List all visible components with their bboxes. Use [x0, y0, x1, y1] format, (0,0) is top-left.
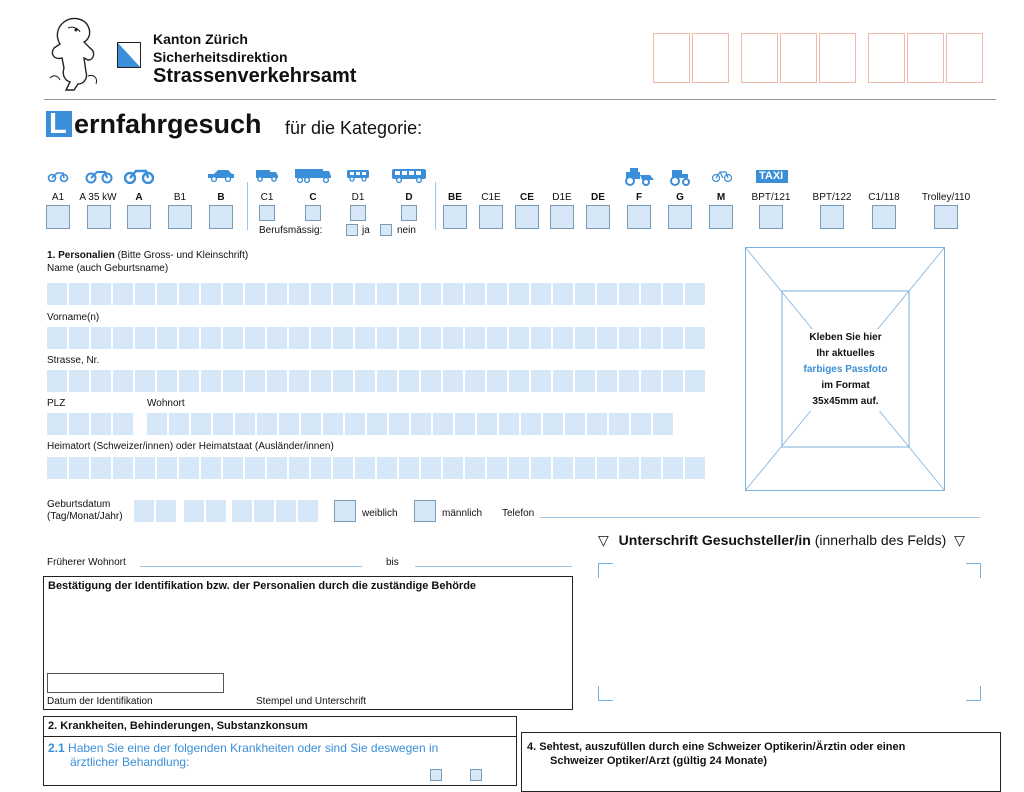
category-label-c1e: C1E [481, 192, 501, 203]
char-cell[interactable] [531, 283, 551, 305]
char-cell[interactable] [465, 370, 485, 392]
category-checkbox-bpt122[interactable] [820, 205, 844, 229]
telefon-label: Telefon [502, 508, 535, 519]
char-cell[interactable] [487, 283, 507, 305]
char-cell[interactable] [377, 370, 397, 392]
geburtsdatum-format: (Tag/Monat/Jahr) [47, 511, 123, 522]
char-cell[interactable] [157, 327, 177, 349]
reference-box[interactable] [692, 33, 729, 83]
taxi-sign [756, 170, 788, 183]
title-initial-badge [46, 108, 72, 140]
category-checkbox-ce[interactable] [515, 205, 539, 229]
char-cell[interactable] [91, 283, 111, 305]
weiblich-checkbox[interactable] [334, 500, 356, 522]
category-label-m: M [716, 192, 726, 203]
bus-icon [390, 168, 428, 184]
char-cell[interactable] [509, 283, 529, 305]
char-cell[interactable] [619, 327, 639, 349]
category-label-c1: C1 [260, 192, 274, 203]
char-cell[interactable] [641, 327, 661, 349]
char-cell[interactable] [553, 283, 573, 305]
char-cell[interactable] [355, 283, 375, 305]
category-checkbox-d[interactable] [401, 205, 417, 221]
char-cell[interactable] [399, 327, 419, 349]
category-label-d: D [405, 192, 413, 203]
char-cell[interactable] [47, 327, 67, 349]
char-cell[interactable] [597, 370, 617, 392]
char-cell[interactable] [433, 413, 453, 435]
berufsmaessig-label: Berufsmässig: [259, 225, 323, 236]
char-cell[interactable] [631, 413, 651, 435]
char-cell[interactable] [257, 413, 277, 435]
char-cell[interactable] [135, 457, 155, 479]
char-cell[interactable] [333, 283, 353, 305]
char-cell[interactable] [575, 283, 595, 305]
category-checkbox-m[interactable] [709, 205, 733, 229]
char-cell[interactable] [245, 370, 265, 392]
char-cell[interactable] [443, 327, 463, 349]
char-cell[interactable] [135, 370, 155, 392]
personalien-heading-title: 1. Personalien [47, 250, 115, 261]
category-checkbox-g[interactable] [668, 205, 692, 229]
char-cell[interactable] [487, 457, 507, 479]
char-cell[interactable] [619, 283, 639, 305]
category-label-d1e: D1E [552, 192, 572, 203]
char-cell[interactable] [465, 327, 485, 349]
char-cell[interactable] [69, 370, 89, 392]
heavy-truck-icon [293, 168, 333, 184]
signature-heading [598, 532, 965, 549]
header-divider [44, 99, 996, 100]
char-cell[interactable] [367, 413, 387, 435]
char-cell[interactable] [267, 327, 287, 349]
char-cell[interactable] [113, 413, 133, 435]
char-cell[interactable] [179, 283, 199, 305]
berufsmaessig-yes-checkbox[interactable] [346, 224, 358, 236]
char-cell[interactable] [47, 413, 67, 435]
category-checkbox-bpt121[interactable] [759, 205, 783, 229]
char-cell[interactable] [641, 457, 661, 479]
char-cell[interactable] [521, 413, 541, 435]
char-cell[interactable] [377, 457, 397, 479]
direction-name: Sicherheitsdirektion [153, 49, 288, 65]
triangle-down-icon: ▽ [598, 532, 609, 548]
char-cell[interactable] [509, 327, 529, 349]
char-cell[interactable] [465, 283, 485, 305]
tractor-icon [622, 168, 656, 186]
char-cell[interactable] [311, 283, 331, 305]
char-cell[interactable] [685, 283, 705, 305]
signature-note: (innerhalb des Felds) [814, 532, 947, 548]
truck-icon [254, 168, 280, 182]
identification-date-label: Datum der Identifikation [47, 696, 153, 707]
char-cell[interactable] [421, 370, 441, 392]
char-cell[interactable] [619, 370, 639, 392]
char-cell[interactable] [575, 457, 595, 479]
identification-title: Bestätigung der Identifikation bzw. der Personalien durch die zuständige Behörde [48, 580, 477, 592]
char-cell[interactable] [213, 413, 233, 435]
category-checkbox-b[interactable] [209, 205, 233, 229]
char-cell[interactable] [355, 370, 375, 392]
char-cell[interactable] [223, 327, 243, 349]
char-cell[interactable] [619, 457, 639, 479]
char-cell[interactable] [267, 370, 287, 392]
plz-field[interactable] [47, 413, 135, 435]
char-cell[interactable] [487, 327, 507, 349]
category-separator [247, 182, 248, 230]
char-cell[interactable] [531, 370, 551, 392]
strasse-field[interactable] [47, 370, 707, 392]
question-2-1-text: Haben Sie eine der folgenden Krankheiten oder sind Sie deswegen in [68, 741, 439, 755]
signature-field[interactable] [598, 563, 981, 701]
section-2 [43, 716, 517, 786]
char-cell[interactable] [179, 457, 199, 479]
char-cell[interactable] [499, 413, 519, 435]
char-cell[interactable] [311, 370, 331, 392]
char-cell[interactable] [477, 413, 497, 435]
char-cell[interactable] [663, 370, 683, 392]
char-cell[interactable] [191, 413, 211, 435]
page-title-suffix: für die Kategorie: [285, 118, 423, 138]
frueherer-wohnort-label: Früherer Wohnort [47, 557, 126, 568]
char-cell[interactable] [465, 457, 485, 479]
char-cell[interactable] [455, 413, 475, 435]
char-cell[interactable] [653, 413, 673, 435]
geburtsdatum-label: Geburtsdatum [47, 499, 111, 510]
reference-box[interactable] [780, 33, 817, 83]
char-cell[interactable] [113, 327, 133, 349]
maennlich-label: männlich [442, 508, 483, 519]
char-cell[interactable] [289, 327, 309, 349]
plz-label: PLZ [47, 398, 66, 409]
char-cell[interactable] [311, 327, 331, 349]
category-label-d1: D1 [351, 192, 365, 203]
char-cell[interactable] [289, 457, 309, 479]
char-cell[interactable] [663, 283, 683, 305]
char-cell[interactable] [443, 457, 463, 479]
category-checkbox-de[interactable] [586, 205, 610, 229]
char-cell[interactable] [597, 327, 617, 349]
heimatort-field[interactable] [47, 457, 707, 479]
char-cell[interactable] [201, 327, 221, 349]
char-cell[interactable] [179, 327, 199, 349]
category-label-b: B [217, 192, 225, 203]
zurich-lion-logo [44, 14, 104, 94]
category-checkbox-c1-118[interactable] [872, 205, 896, 229]
char-cell[interactable] [201, 283, 221, 305]
char-cell[interactable] [147, 413, 167, 435]
char-cell[interactable] [421, 457, 441, 479]
char-cell[interactable] [289, 370, 309, 392]
char-cell[interactable] [245, 283, 265, 305]
char-cell[interactable] [169, 413, 189, 435]
char-cell[interactable] [575, 327, 595, 349]
char-cell[interactable] [641, 370, 661, 392]
char-cell[interactable] [509, 457, 529, 479]
char-cell[interactable] [157, 370, 177, 392]
photo-line5: 35x45mm auf. [812, 396, 879, 407]
char-cell[interactable] [553, 370, 573, 392]
char-cell[interactable] [543, 413, 563, 435]
section-2-divider [44, 736, 516, 737]
char-cell[interactable] [333, 457, 353, 479]
char-cell[interactable] [157, 457, 177, 479]
char-cell[interactable] [355, 327, 375, 349]
char-cell[interactable] [135, 327, 155, 349]
category-label-a1: A1 [51, 192, 65, 203]
category-checkbox-a1[interactable] [46, 205, 70, 229]
question-checkbox[interactable] [470, 769, 482, 781]
geburtsdatum-field[interactable] [134, 500, 324, 522]
char-cell[interactable] [377, 327, 397, 349]
char-cell[interactable] [267, 457, 287, 479]
char-cell[interactable] [609, 413, 629, 435]
char-cell[interactable] [267, 283, 287, 305]
category-checkbox-trolley110[interactable] [934, 205, 958, 229]
char-cell[interactable] [323, 413, 343, 435]
char-cell[interactable] [301, 413, 321, 435]
category-label-a: A [135, 192, 143, 203]
question-2-1 [48, 741, 438, 769]
char-cell[interactable] [333, 327, 353, 349]
category-label-trolley110: Trolley/110 [921, 192, 971, 203]
category-label-ce: CE [520, 192, 534, 203]
category-checkbox-d1e[interactable] [550, 205, 574, 229]
char-cell[interactable] [245, 457, 265, 479]
char-cell[interactable] [553, 327, 573, 349]
reference-box[interactable] [868, 33, 905, 83]
char-cell[interactable] [399, 457, 419, 479]
char-cell[interactable] [91, 370, 111, 392]
reference-box[interactable] [741, 33, 778, 83]
heavy-motorbike-icon [124, 168, 154, 184]
name-label: Name (auch Geburtsname) [47, 263, 169, 274]
identification-section [43, 576, 573, 710]
char-cell[interactable] [587, 413, 607, 435]
char-cell[interactable] [201, 457, 221, 479]
category-checkbox-c1e[interactable] [479, 205, 503, 229]
char-cell[interactable] [223, 457, 243, 479]
char-cell[interactable] [685, 327, 705, 349]
reference-box[interactable] [653, 33, 690, 83]
identification-stamp-label: Stempel und Unterschrift [256, 696, 367, 707]
char-cell[interactable] [69, 413, 89, 435]
office-name: Strassenverkehrsamt [153, 65, 357, 87]
name-field[interactable] [47, 283, 707, 305]
char-cell[interactable] [157, 283, 177, 305]
category-checkbox-c[interactable] [305, 205, 321, 221]
char-cell[interactable] [641, 283, 661, 305]
page-title: ernfahrgesuch [74, 109, 262, 139]
char-cell[interactable] [531, 327, 551, 349]
char-cell[interactable] [663, 457, 683, 479]
question-2-1-text2: ärztlicher Behandlung: [70, 755, 190, 769]
char-cell[interactable] [69, 283, 89, 305]
category-label-g: G [676, 192, 684, 203]
char-cell[interactable] [201, 370, 221, 392]
vorname-label: Vorname(n) [47, 312, 100, 323]
char-cell[interactable] [509, 370, 529, 392]
category-label-c1-118: C1/118 [868, 192, 900, 203]
char-cell[interactable] [113, 283, 133, 305]
photo-line1: Kleben Sie hier [809, 332, 882, 343]
char-cell[interactable] [47, 457, 67, 479]
photo-line4: im Format [821, 380, 870, 391]
category-label-bpt122: BPT/122 [812, 192, 852, 203]
char-cell[interactable] [663, 327, 683, 349]
char-cell[interactable] [91, 327, 111, 349]
telefon-field[interactable] [540, 517, 980, 518]
category-checkbox-a35kw[interactable] [87, 205, 111, 229]
category-checkbox-b1[interactable] [168, 205, 192, 229]
char-cell[interactable] [345, 413, 365, 435]
strasse-label: Strasse, Nr. [47, 355, 100, 366]
char-cell[interactable] [597, 457, 617, 479]
char-cell[interactable] [531, 457, 551, 479]
taxi-label: TAXI [759, 170, 784, 182]
scooter-icon [47, 168, 69, 182]
char-cell[interactable] [47, 370, 67, 392]
char-cell[interactable] [69, 327, 89, 349]
corner-mark [966, 563, 981, 578]
char-cell[interactable] [399, 283, 419, 305]
signature-title: Unterschrift Gesuchsteller/in [618, 532, 811, 548]
char-cell[interactable] [377, 283, 397, 305]
char-cell[interactable] [289, 283, 309, 305]
frueherer-wohnort-field[interactable] [140, 566, 362, 567]
reference-box[interactable] [819, 33, 856, 83]
heimatort-label: Heimatort (Schweizer/innen) oder Heimatstaat (Ausländer/innen) [47, 441, 334, 452]
section-2-title: 2. Krankheiten, Behinderungen, Substanzkonsum [48, 720, 308, 732]
category-checkbox-c1[interactable] [259, 205, 275, 221]
car-icon [206, 168, 236, 182]
char-cell[interactable] [333, 370, 353, 392]
minibus-icon [345, 168, 371, 182]
char-cell[interactable] [235, 413, 255, 435]
section-4 [521, 732, 1001, 792]
char-cell[interactable] [443, 283, 463, 305]
char-cell[interactable] [685, 370, 705, 392]
char-cell[interactable] [279, 413, 299, 435]
berufsmaessig-no-label: nein [397, 225, 416, 236]
photo-line3: farbiges Passfoto [803, 364, 888, 375]
char-cell[interactable] [69, 457, 89, 479]
section-4-title-line1: 4. Sehtest, auszufüllen durch eine Schweizer Optikerin/Ärztin oder einen [527, 741, 906, 753]
char-cell[interactable] [597, 283, 617, 305]
identification-date-field[interactable] [47, 673, 224, 693]
category-label-f: F [635, 192, 643, 203]
weiblich-label: weiblich [362, 508, 398, 519]
char-cell[interactable] [411, 413, 431, 435]
photo-line2: Ihr aktuelles [816, 348, 875, 359]
corner-mark [966, 686, 981, 701]
category-checkbox-a[interactable] [127, 205, 151, 229]
agricultural-vehicle-icon [667, 168, 693, 186]
char-cell[interactable] [135, 283, 155, 305]
char-cell[interactable] [421, 283, 441, 305]
char-cell[interactable] [223, 370, 243, 392]
char-cell[interactable] [113, 370, 133, 392]
category-label-be: BE [448, 192, 462, 203]
char-cell[interactable] [179, 370, 199, 392]
title-initial: L [49, 108, 67, 140]
char-cell[interactable] [245, 327, 265, 349]
zurich-coat-of-arms [117, 42, 141, 68]
category-checkbox-f[interactable] [627, 205, 651, 229]
category-label-b1: B1 [173, 192, 187, 203]
bis-field[interactable] [415, 566, 572, 567]
motorbike-icon [85, 168, 113, 184]
char-cell[interactable] [487, 370, 507, 392]
wohnort-field[interactable] [147, 413, 675, 435]
char-cell[interactable] [91, 457, 111, 479]
char-cell[interactable] [553, 457, 573, 479]
moped-icon [711, 168, 733, 182]
category-label-bpt121: BPT/121 [751, 192, 791, 203]
char-cell[interactable] [311, 457, 331, 479]
wohnort-label: Wohnort [147, 398, 185, 409]
personalien-heading [47, 250, 248, 261]
char-cell[interactable] [47, 283, 67, 305]
triangle-down-icon: ▽ [954, 532, 965, 548]
canton-name: Kanton Zürich [153, 31, 248, 47]
section-4-title-line2: Schweizer Optiker/Arzt (gültig 24 Monate) [550, 755, 767, 767]
maennlich-checkbox[interactable] [414, 500, 436, 522]
reference-box[interactable] [907, 33, 944, 83]
berufsmaessig-yes-label: ja [362, 225, 370, 236]
char-cell[interactable] [399, 370, 419, 392]
category-checkbox-be[interactable] [443, 205, 467, 229]
char-cell[interactable] [565, 413, 585, 435]
category-label-de: DE [591, 192, 605, 203]
char-cell[interactable] [113, 457, 133, 479]
question-2-1-number: 2.1 [48, 741, 65, 755]
corner-mark [598, 563, 613, 578]
char-cell[interactable] [443, 370, 463, 392]
category-separator [435, 182, 436, 230]
photo-instructions [782, 330, 909, 410]
bis-label: bis [386, 557, 399, 568]
berufsmaessig-no-checkbox[interactable] [380, 224, 392, 236]
reference-box[interactable] [946, 33, 983, 83]
passport-photo-area[interactable] [745, 247, 945, 491]
char-cell[interactable] [91, 413, 111, 435]
char-cell[interactable] [355, 457, 375, 479]
category-label-c: C [309, 192, 317, 203]
char-cell[interactable] [421, 327, 441, 349]
question-checkbox[interactable] [430, 769, 442, 781]
char-cell[interactable] [575, 370, 595, 392]
category-label-a35kw: A 35 kW [79, 192, 117, 203]
category-checkbox-d1[interactable] [350, 205, 366, 221]
char-cell[interactable] [223, 283, 243, 305]
corner-mark [598, 686, 613, 701]
char-cell[interactable] [685, 457, 705, 479]
char-cell[interactable] [389, 413, 409, 435]
vorname-field[interactable] [47, 327, 707, 349]
personalien-heading-note: (Bitte Gross- und Kleinschrift) [117, 250, 249, 261]
